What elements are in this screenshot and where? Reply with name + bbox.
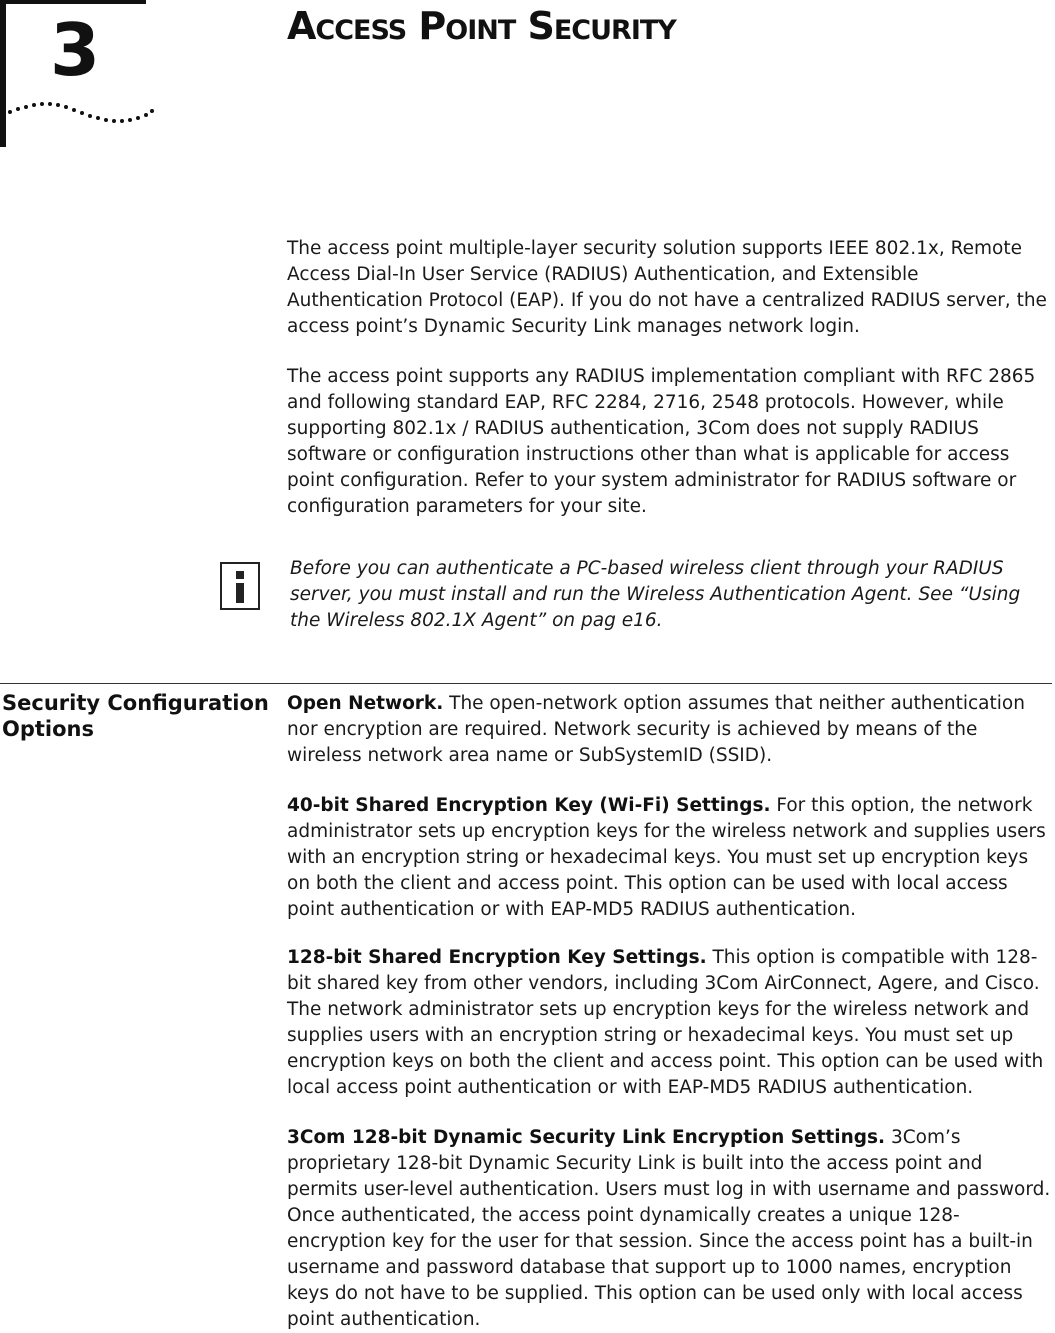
section-heading: Security Configuration Options	[2, 691, 269, 741]
option-description: 3Com’s proprietary 128-bit Dynamic Security Link is built into the access point and permits user-level authentication. Users must log in with username and password. Once authenticated, the access point dynamically creates a unique 128-encryption key for the user for that session. Since the access point has a built-in username and password database that support up to 1000 names, encryption keys do not have to be supplied. This option can be used only with local access point authentication.	[287, 1127, 1051, 1330]
dotted-wave-decoration	[6, 98, 154, 130]
option-title: 40-bit Shared Encryption Key (Wi-Fi) Settings.	[287, 795, 771, 816]
option-paragraph	[287, 691, 1055, 769]
chapter-number: 3	[50, 8, 101, 92]
chapter-bar-horizontal	[0, 0, 146, 4]
intro-paragraph: The access point multiple-layer security solution supports IEEE 802.1x, Remote Access Dial-In User Service (RADIUS) Authentication, and Extensible Authentication Protocol (EAP). If you do not have a centralized RADIUS server, the access point’s Dynamic Security Link manages network login.	[287, 238, 1047, 337]
option-paragraph	[287, 793, 1055, 923]
option-description: This option is compatible with 128-bit shared key from other vendors, including 3Com AirConnect, Agere, and Cisco. The network administrator sets up encryption keys for the wireless network and supplies users with an encryption string or hexadecimal keys. You must set up encryption keys on both the client and access point. This option can be used with local access point authentication or with EAP-MD5 RADIUS authentication.	[287, 947, 1044, 1098]
option-paragraph	[287, 945, 1055, 1101]
chapter-title: Access Point Security	[287, 4, 676, 48]
intro-paragraph: The access point supports any RADIUS implementation compliant with RFC 2865 and following standard EAP, RFC 2284, 2716, 2548 protocols. However, while supporting 802.1x / RADIUS authentication, 3Com does not supply RADIUS software or configuration instructions other than what is applicable for access point configuration. Refer to your system administrator for RADIUS software or configuration parameters for your site.	[287, 366, 1036, 517]
chapter-marker	[0, 0, 148, 148]
option-description: The open-network option assumes that neither authentication nor encryption are required. Network security is achieved by means of the wireless network area name or SubSystemID (SSID).	[287, 693, 1025, 766]
option-title: Open Network.	[287, 693, 444, 714]
note-text: Before you can authenticate a PC-based wireless client through your RADIUS server, you must install and run the Wireless Authentication Agent. See “Using the Wireless 802.1X Agent” on pag e16.	[290, 558, 1021, 631]
option-paragraph	[287, 1125, 1055, 1333]
option-title: 3Com 128-bit Dynamic Security Link Encryption Settings.	[287, 1127, 886, 1148]
section-divider	[0, 683, 1052, 684]
option-title: 128-bit Shared Encryption Key Settings.	[287, 947, 707, 968]
option-description: For this option, the network administrator sets up encryption keys for the wireless network and supplies users with an encryption string or hexadecimal keys. You must set up encryption keys on both the client and access point. This option can be used with local access point authentication or with EAP-MD5 RADIUS authentication.	[287, 795, 1046, 920]
info-icon	[220, 562, 260, 610]
